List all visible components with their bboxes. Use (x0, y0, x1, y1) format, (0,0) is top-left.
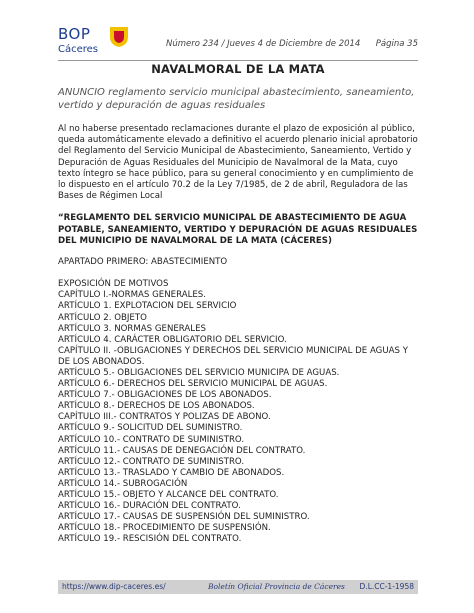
issue-info: Número 234 / Jueves 4 de Diciembre de 2014 (166, 39, 361, 49)
toc-item: ARTÍCULO 16.- DURACIÓN DEL CONTRATO. (58, 501, 241, 512)
toc-item: ARTÍCULO 13.- TRASLADO Y CAMBIO DE ABONADOS. (58, 467, 285, 478)
toc-item: ARTÍCULO 11.- CAUSAS DE DENEGACIÓN DEL CONTRATO. (58, 445, 306, 456)
toc-item: ARTÍCULO 12.- CONTRATO DE SUMINISTRO. (58, 456, 245, 467)
toc-item: ARTÍCULO 8.- DERECHOS DE LOS ABONADOS. (58, 401, 255, 412)
regulation-title: “REGLAMENTO DEL SERVICIO MUNICIPAL DE ABASTECIMIENTO DE AGUA POTABLE, SANEAMIENTO, VERTIDO Y DEPURACIÓN DE AGUAS RESIDUALES DEL MUNICIPIO DE NAVALMORAL DE LA MATA (CÁCERES) (58, 213, 418, 246)
page-footer (58, 580, 418, 594)
toc-item: ARTÍCULO 18.- PROCEDIMIENTO DE SUSPENSIÓN. (58, 523, 271, 534)
header-divider (58, 60, 418, 61)
logo-text: BOP (58, 25, 91, 43)
toc-item: ARTÍCULO 19.- RESCISIÓN DEL CONTRATO. (58, 534, 242, 545)
logo-subtitle: Cáceres (58, 44, 99, 55)
toc-item: ARTÍCULO 3. NORMAS GENERALES (58, 323, 206, 334)
emblem-icon (108, 24, 130, 48)
bop-logo (58, 22, 138, 62)
toc-item: CAPÍTULO II. -OBLIGACIONES Y DERECHOS DEL SERVICIO MUNICIPAL DE AGUAS Y DE LOS ABONADOS. (58, 345, 408, 367)
section-heading: APARTADO PRIMERO: ABASTECIMIENTO (58, 257, 228, 268)
announcement-heading: ANUNCIO reglamento servicio municipal abastecimiento, saneamiento, vertido y depuración de aguas residuales (58, 87, 415, 111)
toc-item: CAPÍTULO III.- CONTRATOS Y POLIZAS DE ABONO. (58, 412, 271, 423)
toc-item: ARTÍCULO 2. OBJETO (58, 312, 147, 323)
table-of-contents (58, 279, 418, 545)
page-title: NAVALMORAL DE LA MATA (151, 62, 325, 76)
toc-item: ARTÍCULO 15.- OBJETO Y ALCANCE DEL CONTRATO. (58, 490, 279, 501)
footer-legal-deposit: D.L.CC-1-1958 (359, 582, 414, 591)
toc-item: ARTÍCULO 10.- CONTRATO DE SUMINISTRO. (58, 434, 245, 445)
footer-publication: Boletín Oficial Provincia de Cáceres (208, 582, 345, 591)
toc-item: ARTÍCULO 4. CARÁCTER OBLIGATORIO DEL SERVICIO. (58, 334, 287, 345)
toc-item: ARTÍCULO 9.- SOLICITUD DEL SUMINISTRO. (58, 423, 243, 434)
toc-item: CAPÍTULO I.-NORMAS GENERALES. (58, 290, 206, 301)
document-body (58, 62, 418, 545)
page-header (58, 22, 418, 62)
toc-item: ARTÍCULO 6.- DERECHOS DEL SERVICIO MUNICIPAL DE AGUAS. (58, 379, 328, 390)
page-number: Página 35 (375, 39, 418, 49)
toc-item: ARTÍCULO 14.- SUBROGACIÓN (58, 478, 188, 489)
toc-item: ARTÍCULO 7.- OBLIGACIONES DE LOS ABONADOS. (58, 390, 272, 401)
toc-item: EXPOSICIÓN DE MOTIVOS (58, 279, 169, 290)
toc-item: ARTÍCULO 1. EXPLOTACION DEL SERVICIO (58, 301, 237, 312)
footer-url-link[interactable]: https://www.dip-caceres.es/ (62, 582, 166, 591)
intro-paragraph: Al no haberse presentado reclamaciones durante el plazo de exposición al público, queda automáticamente elevado a definitivo el acuerdo plenario inicial aprobatorio del Reglamento del Servicio Municipal de Abastecimiento, Saneamiento, Vertido y Depuración de Aguas Residuales del Municipio de Navalmoral de la Mata, cuyo texto íntegro se hace público, para su general conocimiento y en cumplimiento de lo dispuesto en el artículo 70.2 de la Ley 7/1985, de 2 de abril, Reguladora de las Bases de Régimen Local (58, 124, 418, 202)
toc-item: ARTÍCULO 17.- CAUSAS DE SUSPENSIÓN DEL SUMINISTRO. (58, 512, 310, 523)
toc-item: ARTÍCULO 5.- OBLIGACIONES DEL SERVICIO MUNICIPA DE AGUAS. (58, 367, 340, 378)
